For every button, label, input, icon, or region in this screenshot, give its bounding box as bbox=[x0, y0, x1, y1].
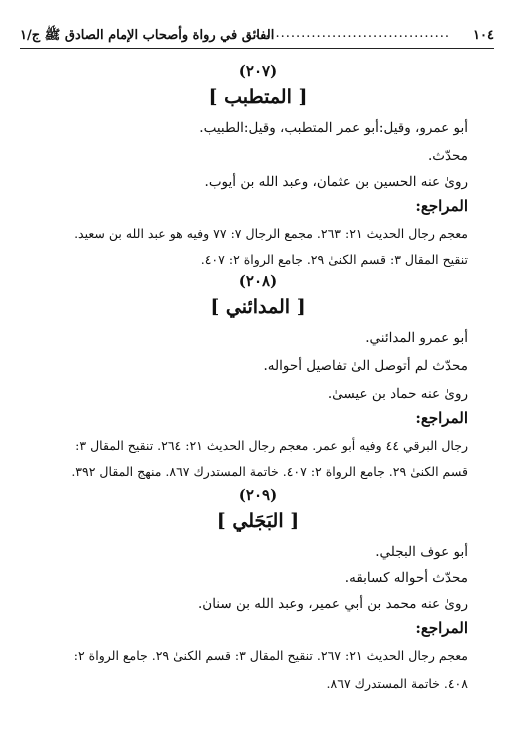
reference-line: معجم رجال الحديث ٢١: ٢٦٣. مجمع الرجال ٧: ٧٧ وفيه هو عبد الله بن سعيد. bbox=[74, 226, 468, 241]
entry-line: رویٰ عنه الحسین بن عثمان، وعبد الله بن أیوب. bbox=[204, 174, 468, 190]
running-title: الفائق في رواة وأصحاب الإمام الصادق ﷺ ج/١ bbox=[20, 28, 275, 43]
entry-line: محدّث لم أتوصل الىٰ تفاصيل أحواله. bbox=[263, 358, 468, 374]
reference-line: ٤٠٨. خاتمة المستدرك ٨٦٧. bbox=[326, 676, 468, 691]
reference-line: معجم رجال الحديث ٢١: ٢٦٧. تنقيح المقال ٣: قسم الكنىٰ ٢٩. جامع الرواة ٢: bbox=[73, 648, 468, 663]
entry-title: [ المدائني ] bbox=[210, 296, 306, 318]
page-number: ١٠٤ bbox=[473, 28, 494, 43]
entry-title: [ المتطبب ] bbox=[208, 86, 308, 108]
entry-line: رویٰ عنه حماد بن عیسیٰ. bbox=[327, 386, 468, 402]
entry-line: أبو عمرو المدائني. bbox=[365, 330, 468, 346]
reference-line: رجال البرقي ٤٤ وفيه أبو عمر. معجم رجال الحديث ٢١: ٢٦٤. تنقيح المقال ٣: bbox=[75, 438, 468, 453]
references-heading: المراجع: bbox=[415, 197, 468, 215]
reference-line: تنقيح المقال ٣: قسم الكنىٰ ٢٩. جامع الرواة ٢: ٤٠٧. bbox=[200, 252, 468, 267]
entry-line: محدّث. bbox=[427, 148, 468, 164]
references-heading: المراجع: bbox=[415, 619, 468, 637]
entry-title: [ البَجَلي ] bbox=[216, 510, 300, 532]
reference-line: قسم الكنىٰ ٢٩. جامع الرواة ٢: ٤٠٧. خاتمة المستدرك ٨٦٧. منهج المقال ٣٩٢. bbox=[71, 464, 468, 479]
entry-number: (٢٠٧) bbox=[238, 62, 278, 80]
references-heading: المراجع: bbox=[415, 409, 468, 427]
header-rule bbox=[20, 48, 494, 49]
entry-line: محدّث أحواله كسابقه. bbox=[344, 570, 468, 586]
entry-number: (٢٠٩) bbox=[238, 486, 278, 504]
entry-line: أبو عمرو، وقيل:أبو عمر المتطبب، وقيل:الطبيب. bbox=[199, 120, 468, 136]
entry-line: رویٰ عنه محمد بن أبي عمیر، وعبد الله بن سنان. bbox=[197, 596, 468, 612]
entry-line: أبو عوف البجلي. bbox=[375, 544, 468, 560]
entry-number: (٢٠٨) bbox=[238, 272, 278, 290]
page-header bbox=[20, 26, 494, 46]
header-leader-dots: ...................................... bbox=[254, 26, 450, 41]
